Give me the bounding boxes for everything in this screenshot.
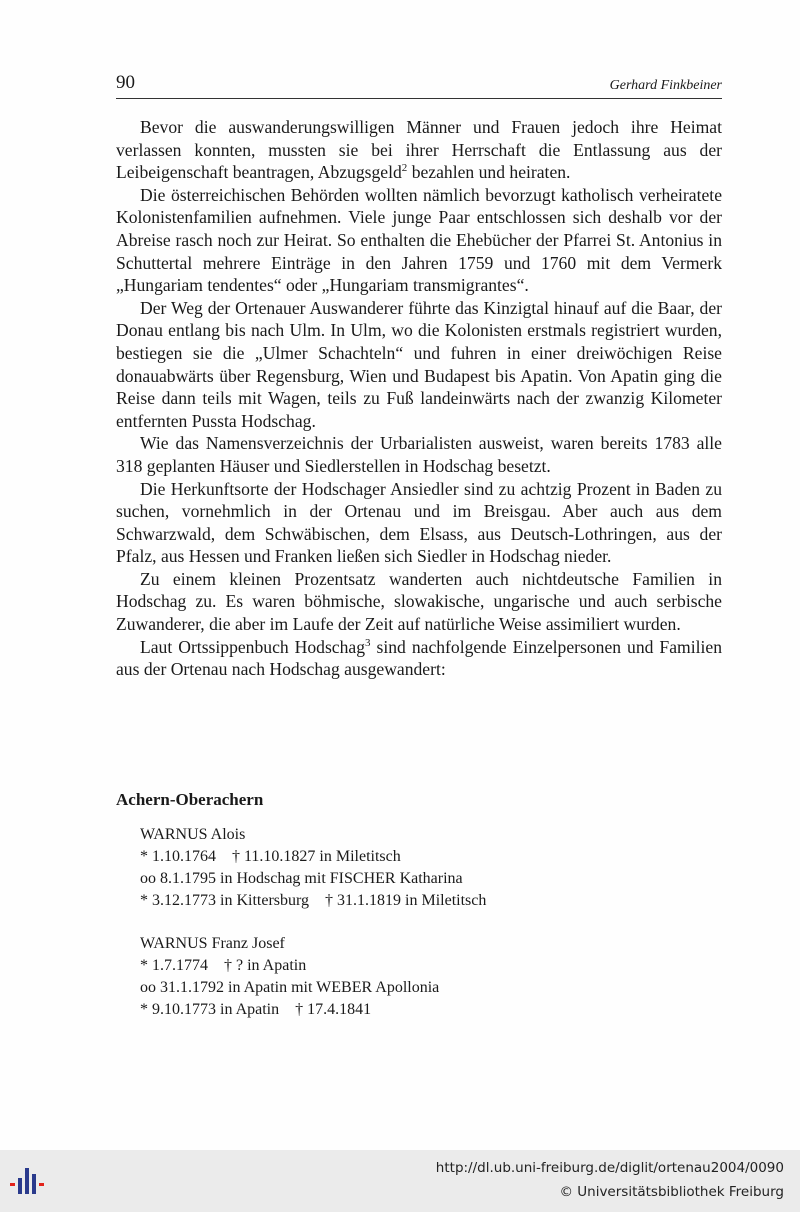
paragraph: Die Herkunftsorte der Hodschager Ansiedler sind zu achtzig Prozent in Baden zu suchen, vornehmlich in der Ortenau und im Breisgau. Aber auch aus dem Schwarzwald, dem Schwäbischen, dem Elsass, aus Deutsch-Lothringen, aus der Pfalz, aus Hessen und Franken ließen sich Siedler in Hodschag nieder. bbox=[116, 478, 722, 567]
entry-name: WARNUS Alois bbox=[140, 826, 246, 843]
footnote-ref[interactable]: 3 bbox=[365, 636, 371, 649]
genealogy-entry bbox=[140, 933, 439, 1021]
footnote-ref[interactable]: 2 bbox=[401, 162, 408, 175]
paragraph: Wie das Namensverzeichnis der Urbarialisten ausweist, waren bereits 1783 alle 318 geplanten Häuser und Siedlerstellen in Hodschag besetzt. bbox=[116, 433, 722, 476]
ub-freiburg-logo-icon[interactable] bbox=[10, 1164, 50, 1198]
paragraph: Die österreichischen Behörden wollten nämlich bevorzugt katholisch verheiratete Kolonistenfamilien aufnehmen. Viele junge Paar entschlossen sich deshalb vor der Abreise rasch noch zur Heirat. So enthalten die Ehebücher der Pfarrei St. Antonius in Schuttertal mehrere Einträge in den Jahren 1759 und 1760 mit dem Vermerk „Hungariam tendentes“ oder „Hungariam transmigrantes“. bbox=[116, 184, 722, 296]
paragraph: Laut Ortssippenbuch Hodschag$^3$ sind nachfolgende Einzelpersonen und Familien aus der Ortenau nach Hodschag ausgewandert: bbox=[116, 636, 722, 680]
page-number: 90 bbox=[116, 72, 135, 93]
entry-spouse-dates: * 3.12.1773 in Kittersburg † 31.1.1819 in Miletitsch bbox=[140, 892, 487, 909]
paragraph: Der Weg der Ortenauer Auswanderer führte das Kinzigtal hinauf auf die Baar, der Donau entlang bis nach Ulm. In Ulm, wo die Kolonisten erstmals registriert wurden, bestiegen sie die „Ulmer Schachteln“ und fuhren in einer dreiwöchigen Reise donauabwärts über Regensburg, Wien und Budapest bis Apatin. Von Apatin ging die Reise dann teils mit Wagen, teils zu Fuß landeinwärts nach der zwanzig Kilometer entfernten Pussta Hodschag. bbox=[116, 297, 722, 431]
entry-marriage: oo 31.1.1792 in Apatin mit WEBER Apollonia bbox=[140, 979, 440, 996]
paragraph: Zu einem kleinen Prozentsatz wanderten auch nichtdeutsche Familien in Hodschag zu. Es waren böhmische, slowakische, ungarische und auch serbische Zuwanderer, die aber im Laufe der Zeit auf natürliche Weise assimiliert wurden. bbox=[116, 568, 722, 635]
entry-name: WARNUS Franz Josef bbox=[140, 935, 285, 952]
entry-birth-death: * 1.7.1774 † ? in Apatin bbox=[140, 957, 307, 974]
entry-marriage: oo 8.1.1795 in Hodschag mit FISCHER Katharina bbox=[140, 870, 463, 887]
copyright-notice: © Universitätsbibliothek Freiburg bbox=[559, 1184, 784, 1200]
document-url[interactable]: http://dl.ub.uni-freiburg.de/diglit/ortenau2004/0090 bbox=[435, 1160, 784, 1176]
genealogy-entry bbox=[140, 824, 486, 912]
entry-spouse-dates: * 9.10.1773 in Apatin † 17.4.1841 bbox=[140, 1001, 372, 1018]
paragraph: Bevor die auswanderungswilligen Männer und Frauen jedoch ihre Heimat verlassen konnten, mussten sie bei ihrer Herrschaft die Entlassung aus der Leibeigenschaft beantragen, Abzugsgeld$^2$ bezahlen und heiraten. bbox=[116, 117, 722, 183]
section-heading: Achern-Oberachern bbox=[116, 790, 264, 809]
entry-birth-death: * 1.10.1764 † 11.10.1827 in Miletitsch bbox=[140, 848, 401, 865]
body-text bbox=[116, 116, 722, 681]
viewer-footer bbox=[0, 1150, 800, 1212]
running-author: Gerhard Finkbeiner bbox=[609, 78, 722, 93]
running-header bbox=[116, 72, 722, 99]
